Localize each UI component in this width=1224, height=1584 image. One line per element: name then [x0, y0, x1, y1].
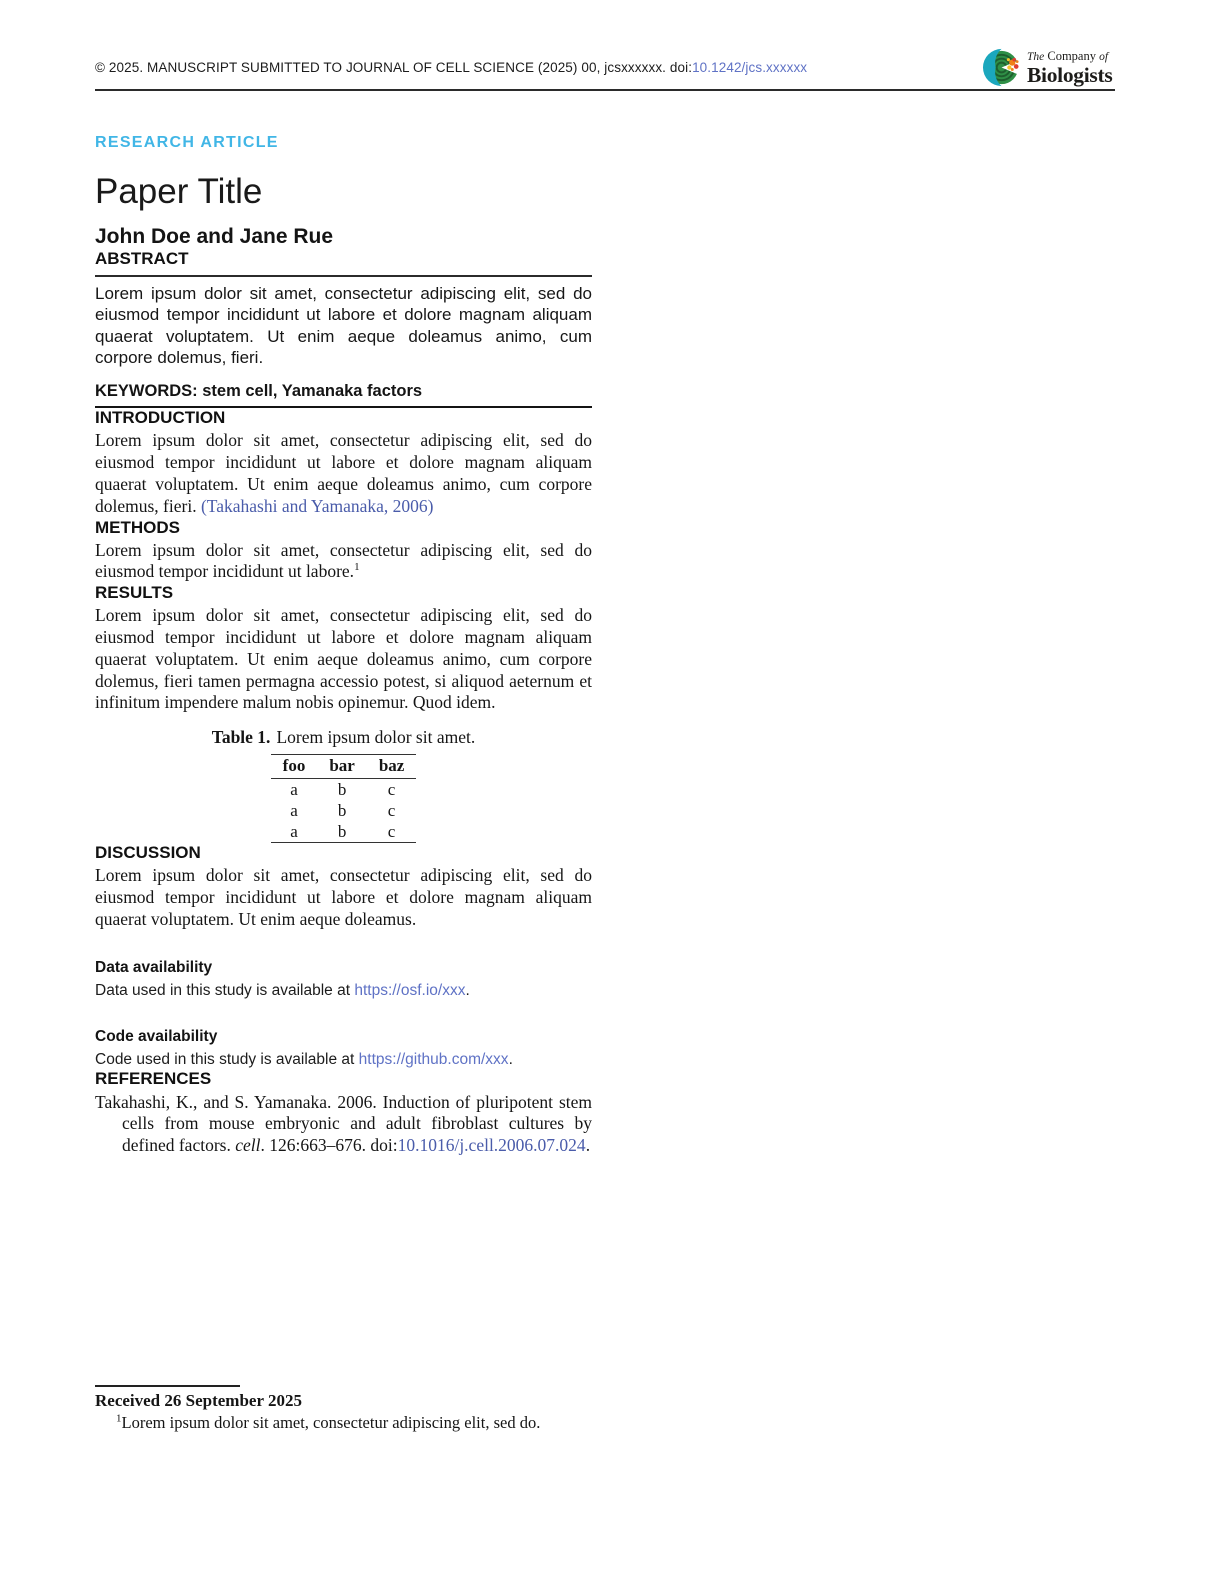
table-caption-text: Lorem ipsum dolor sit amet. — [276, 727, 476, 748]
introduction-heading: INTRODUCTION — [95, 408, 226, 428]
table-cell: a — [290, 779, 298, 799]
header-divider — [95, 89, 1115, 91]
table-cell: a — [271, 821, 318, 843]
table-cell: b — [337, 800, 347, 820]
data-table — [271, 754, 417, 843]
table-caption — [95, 727, 592, 748]
reference-journal: cell — [235, 1135, 261, 1156]
data-availability-link[interactable]: https://osf.io/xxx — [354, 981, 466, 999]
copyright-text: © 2025. MANUSCRIPT SUBMITTED TO JOURNAL OF CELL SCIENCE (2025) 00, jcsxxxxxx. doi: — [95, 60, 693, 75]
reference-doi-link[interactable]: 10.1016/j.cell.2006.07.024 — [397, 1135, 586, 1156]
data-availability-prefix: Data used in this study is available at — [95, 981, 355, 999]
table-caption-label: Table 1. — [211, 727, 271, 748]
table-col-header: bar — [317, 755, 367, 779]
copyright-line — [95, 60, 807, 75]
methods-body: Lorem ipsum dolor sit amet, consectetur adipiscing elit, sed do eiusmod tempor incididunt ut labore. — [95, 539, 592, 582]
table-cell: b — [317, 821, 367, 843]
table-col-header: foo — [271, 755, 318, 779]
footnote-text: Lorem ipsum dolor sit amet, consectetur adipiscing elit, sed do. — [121, 1412, 541, 1432]
table-row — [271, 821, 417, 843]
reference-period: . — [585, 1135, 591, 1156]
reference-text: Takahashi, K., and S. Yamanaka. 2006. Induction of pluripotent stem cells from mouse embryonic and adult fibroblast cultures by defined factors. — [95, 1091, 592, 1156]
logo-company: Company — [1047, 48, 1096, 63]
methods-heading: METHODS — [95, 517, 180, 537]
data-availability-text — [95, 982, 592, 1000]
logo-of: of — [1099, 50, 1109, 63]
data-availability-suffix: . — [465, 981, 470, 999]
authors-line: John Doe and Jane Rue — [95, 225, 334, 248]
logo-wordmark — [1027, 48, 1112, 87]
citation-link[interactable]: (Takahashi and Yamanaka, 2006) — [200, 495, 434, 516]
main-column — [95, 134, 592, 1157]
company-of-biologists-logo — [982, 45, 1122, 89]
table-cell: c — [387, 800, 396, 820]
table-header-row — [271, 755, 417, 779]
table-col-header: baz — [367, 755, 417, 779]
reference-entry — [95, 1092, 592, 1157]
footnote-mark: 1 — [116, 1412, 122, 1424]
table-cell: a — [290, 800, 298, 820]
table-cell: c — [387, 779, 396, 799]
code-availability-suffix: . — [508, 1050, 513, 1068]
table-row — [271, 779, 417, 801]
methods-text — [95, 540, 592, 584]
introduction-text — [95, 430, 592, 517]
page-title: Paper Title — [95, 172, 263, 211]
biologists-logo-icon — [982, 46, 1025, 89]
abstract-text: Lorem ipsum dolor sit amet, consectetur adipiscing elit, sed do eiusmod tempor incididunt ut labore et dolore magnam aliquam quaerat voluptatem. Ut enim aeque doleamus animo, cum corpore dolemus, fieri. — [95, 283, 592, 368]
abstract-rule — [95, 275, 592, 277]
footnote-block — [95, 1385, 620, 1433]
discussion-text: Lorem ipsum dolor sit amet, consectetur adipiscing elit, sed do eiusmod tempor incididunt ut labore et dolore magnam aliquam quaerat voluptatem. Ut enim aeque doleamus. — [95, 865, 592, 929]
footnote-text-line — [95, 1413, 620, 1433]
data-availability-heading: Data availability — [95, 958, 213, 976]
keywords-line: KEYWORDS: stem cell, Yamanaka factors — [95, 381, 423, 400]
table-cell: c — [367, 821, 417, 843]
footnote-reference-mark: 1 — [354, 561, 360, 574]
references-heading: REFERENCES — [95, 1068, 212, 1088]
table-figure — [95, 727, 592, 843]
footnote-divider — [95, 1385, 240, 1387]
abstract-heading: ABSTRACT — [95, 249, 189, 268]
code-availability-prefix: Code used in this study is available at — [95, 1050, 359, 1068]
table-cell: b — [337, 779, 347, 799]
article-type-label: RESEARCH ARTICLE — [95, 134, 279, 151]
logo-the: The — [1027, 50, 1045, 63]
code-availability-text — [95, 1051, 592, 1069]
results-heading: RESULTS — [95, 583, 174, 603]
received-date: Received 26 September 2025 — [95, 1390, 302, 1410]
logo-biologists: Biologists — [1027, 62, 1113, 87]
code-availability-heading: Code availability — [95, 1027, 218, 1045]
header-doi-link[interactable]: 10.1242/jcs.xxxxxx — [692, 60, 808, 75]
introduction-body: Lorem ipsum dolor sit amet, consectetur adipiscing elit, sed do eiusmod tempor incididunt ut labore et dolore magnam aliquam quaerat voluptatem. Ut enim aeque doleamus animo, cum corpore dolemus, fieri. — [95, 430, 592, 516]
discussion-heading: DISCUSSION — [95, 843, 201, 863]
code-availability-link[interactable]: https://github.com/xxx — [358, 1050, 509, 1068]
reference-pages: . 126:663–676. doi: — [260, 1135, 398, 1156]
results-text: Lorem ipsum dolor sit amet, consectetur adipiscing elit, sed do eiusmod tempor incididunt ut labore et dolore magnam aliquam quaerat voluptatem. Ut enim aeque doleamus animo, cum corpore dolemus, fieri tamen permagna accessio potest, si aliquod aeternum et infinitum impendere malum nobis opinemur. Quod idem. — [95, 605, 592, 713]
table-row — [271, 800, 417, 821]
